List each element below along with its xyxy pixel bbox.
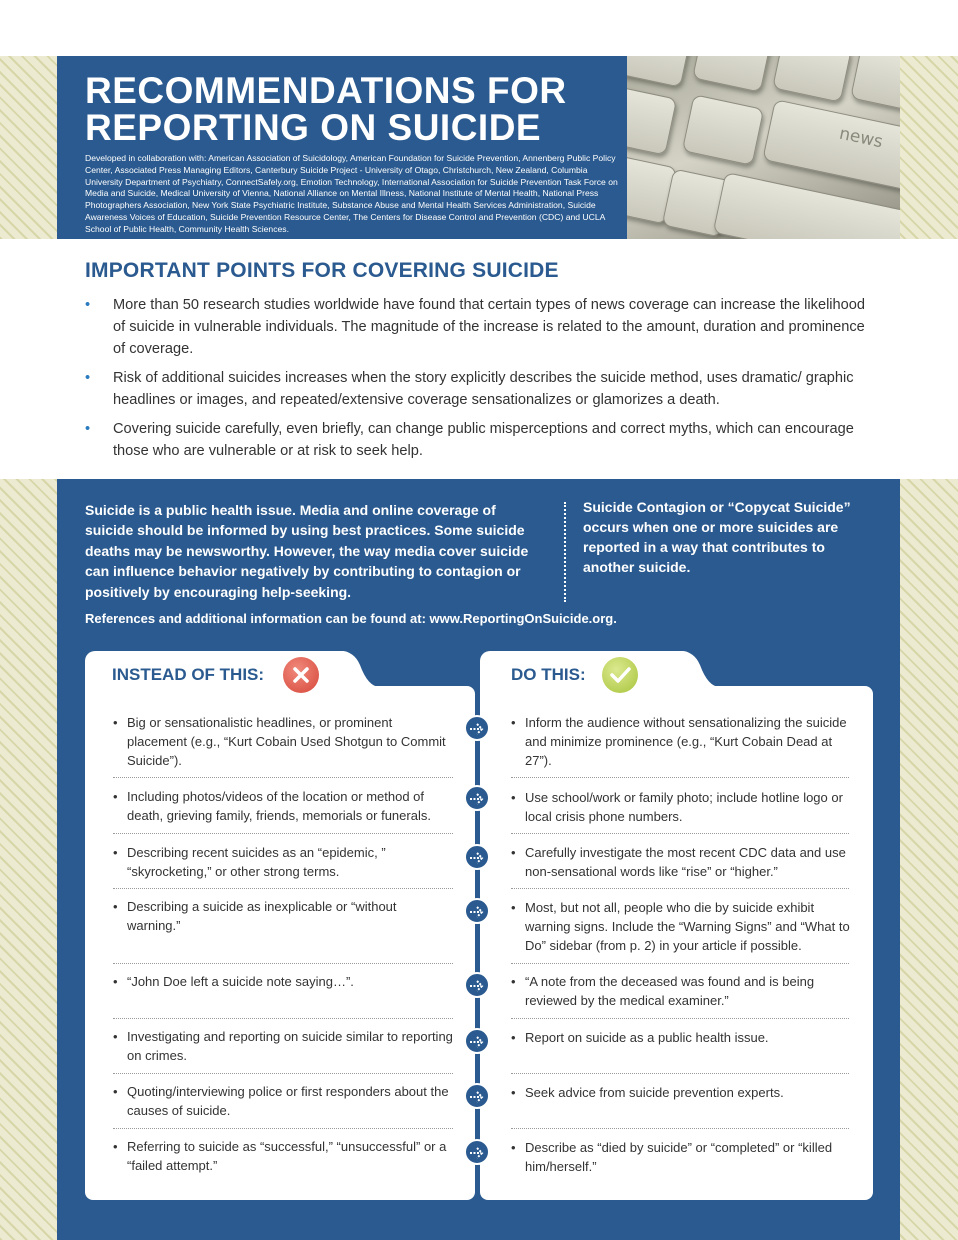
- do-item: • Carefully investigate the most recent CDC data and use non-sensational words like “rise” or “higher.”: [511, 845, 846, 879]
- bullet-icon: •: [511, 1140, 516, 1155]
- row-divider: [113, 833, 453, 834]
- do-item: • Most, but not all, people who die by suicide exhibit warning signs. Include the “Warning Signs” and “What to Do” sidebar (from p. 2) in your article if possible.: [511, 900, 850, 953]
- bullet-icon: •: [113, 845, 118, 860]
- keyboard-key: [772, 56, 852, 103]
- bullet-icon: •: [113, 1029, 118, 1044]
- bullet-icon: •: [113, 974, 118, 989]
- center-connector-line: [475, 700, 480, 1200]
- keyboard-key: [692, 56, 772, 93]
- bullet-icon: •: [511, 974, 516, 989]
- contagion-definition: Suicide Contagion or “Copycat Suicide” occurs when one or more suicides are reported in a way that contributes to another suicide.: [583, 499, 851, 575]
- do-tab-curve: [680, 651, 720, 691]
- keyboard-news-key-image: [627, 56, 900, 239]
- row-divider: [113, 1018, 453, 1019]
- instead-panel-title: INSTEAD OF THIS:: [112, 665, 265, 684]
- row-divider: [511, 963, 849, 964]
- arrow-right-icon: [464, 844, 490, 870]
- list-item: • Covering suicide carefully, even briefly, can change public misperceptions and correct myths, which can encourage those who are vulnerable or at risk to seek help.: [85, 418, 875, 462]
- row-divider: [113, 1073, 453, 1074]
- bullet-icon: •: [511, 900, 516, 915]
- bullet-icon: •: [511, 1030, 516, 1045]
- references-line: References and additional information can be found at: www.ReportingOnSuicide.org.: [85, 611, 617, 626]
- do-item: • Report on suicide as a public health issue.: [511, 1029, 851, 1048]
- instead-item: • “John Doe left a suicide note saying…”.: [113, 973, 453, 992]
- instead-item: • Investigating and reporting on suicide similar to reporting on crimes.: [113, 1029, 453, 1063]
- page-title-line-1: RECOMMENDATIONS FOR: [85, 70, 567, 111]
- do-item: • Seek advice from suicide prevention experts.: [511, 1084, 851, 1103]
- arrow-right-icon: [464, 1028, 490, 1054]
- arrow-right-icon: [464, 972, 490, 998]
- bullet-icon: •: [85, 421, 91, 437]
- do-item: • Inform the audience without sensationalizing the suicide and minimize prominence (e.g., “Kurt Cobain Dead at 27”).: [511, 715, 847, 768]
- list-item: • Risk of additional suicides increases when the story explicitly describes the suicide method, uses dramatic/ graphic headlines or images, and repeated/extensive coverage sensationalizes or glamorizes a death.: [85, 367, 875, 411]
- do-panel-title: DO THIS:: [511, 665, 586, 684]
- instead-item: • Big or sensationalistic headlines, or prominent placement (e.g., “Kurt Cobain Used Shotgun to Commit Suicide”).: [113, 715, 446, 768]
- bullet-icon: •: [511, 845, 516, 860]
- do-item: • “A note from the deceased was found and is being reviewed by the medical examiner.”: [511, 974, 815, 1008]
- collaboration-credits: Developed in collaboration with: American Association of Suicidology, American Foundation for Suicide Prevention, Annenberg Public Policy Center, Associated Press Managing Editors, Canterbury Suicide Project - University of Otago, Christchurch, New Zealand, Columbia University Department of Psychiatry, ConnectSafely.org, Emotion Technology, International Association for Suicide Prevention Task Force on Media and Suicide, Medical University of Vienna, National Alliance on Mental Illness, National Institute of Mental Health, National Press Photographers Association, New York State Psychiatric Institute, Substance Abuse and Mental Health Services Administration, Suicide Awareness Voices of Education, Suicide Prevention Resource Center, The Centers for Disease Control and Prevention (CDC) and UCLA School of Public Health, Community Health Sciences.: [85, 153, 618, 234]
- news-key-label: news: [837, 123, 885, 153]
- row-divider: [511, 1018, 849, 1019]
- dotted-divider: [564, 502, 566, 602]
- bullet-icon: •: [113, 789, 118, 804]
- keyboard-key: [627, 84, 677, 155]
- bullet-icon: •: [85, 370, 91, 386]
- instead-tab-curve: [340, 651, 380, 691]
- keyboard-key: [627, 56, 692, 88]
- arrow-right-icon: [464, 1139, 490, 1165]
- keyboard-key: [850, 56, 900, 113]
- do-item: • Use school/work or family photo; include hotline logo or local crisis phone numbers.: [511, 790, 843, 824]
- check-mark-icon: [602, 657, 638, 693]
- row-divider: [113, 888, 453, 889]
- row-divider: [511, 1128, 849, 1129]
- row-divider: [113, 1128, 453, 1129]
- page-title: [85, 72, 617, 146]
- list-item: • More than 50 research studies worldwide have found that certain types of news coverage can increase the likelihood of suicide in vulnerable individuals. The magnitude of the increase is related to the amount, duration and prominence of coverage.: [85, 294, 875, 360]
- row-divider: [511, 1073, 849, 1074]
- header-panel: [57, 56, 627, 239]
- row-divider: [113, 777, 453, 778]
- arrow-right-icon: [464, 785, 490, 811]
- row-divider: [511, 888, 849, 889]
- row-divider: [511, 777, 849, 778]
- bullet-icon: •: [113, 1084, 118, 1099]
- bullet-icon: •: [511, 1085, 516, 1100]
- bullet-icon: •: [85, 297, 91, 313]
- do-item: • Describe as “died by suicide” or “completed” or “killed him/herself.”: [511, 1140, 833, 1174]
- keyboard-key: [682, 94, 764, 166]
- bullet-icon: •: [511, 790, 516, 805]
- row-divider: [113, 963, 453, 964]
- instead-item: • Including photos/videos of the location or method of death, grieving family, friends, memorials or funerals.: [113, 789, 431, 823]
- important-points-list: [85, 294, 875, 469]
- important-points-heading: IMPORTANT POINTS FOR COVERING SUICIDE: [85, 259, 559, 282]
- arrow-right-icon: [464, 715, 490, 741]
- public-health-statement: Suicide is a public health issue. Media and online coverage of suicide should be informed by using best practices. Some suicide deaths may be newsworthy. However, the way media cover suicide can influence behavior negatively by contributing to contagion or positively by encouraging help-seeking.: [85, 502, 529, 600]
- page-title-line-2: REPORTING ON SUICIDE: [85, 107, 542, 148]
- instead-item: • Describing a suicide as inexplicable or “without warning.”: [113, 899, 397, 933]
- bullet-icon: •: [113, 1139, 118, 1154]
- x-mark-icon: [283, 657, 319, 693]
- arrow-right-icon: [464, 1083, 490, 1109]
- arrow-right-icon: [464, 898, 490, 924]
- instead-item: • Quoting/interviewing police or first responders about the causes of suicide.: [113, 1084, 449, 1118]
- bullet-icon: •: [113, 899, 118, 914]
- instead-item: • Describing recent suicides as an “epidemic, ” “skyrocketing,” or other strong terms.: [113, 845, 386, 879]
- instead-item: • Referring to suicide as “successful,” “unsuccessful” or a “failed attempt.”: [113, 1139, 447, 1173]
- row-divider: [511, 833, 849, 834]
- bullet-icon: •: [113, 715, 118, 730]
- bullet-icon: •: [511, 715, 516, 730]
